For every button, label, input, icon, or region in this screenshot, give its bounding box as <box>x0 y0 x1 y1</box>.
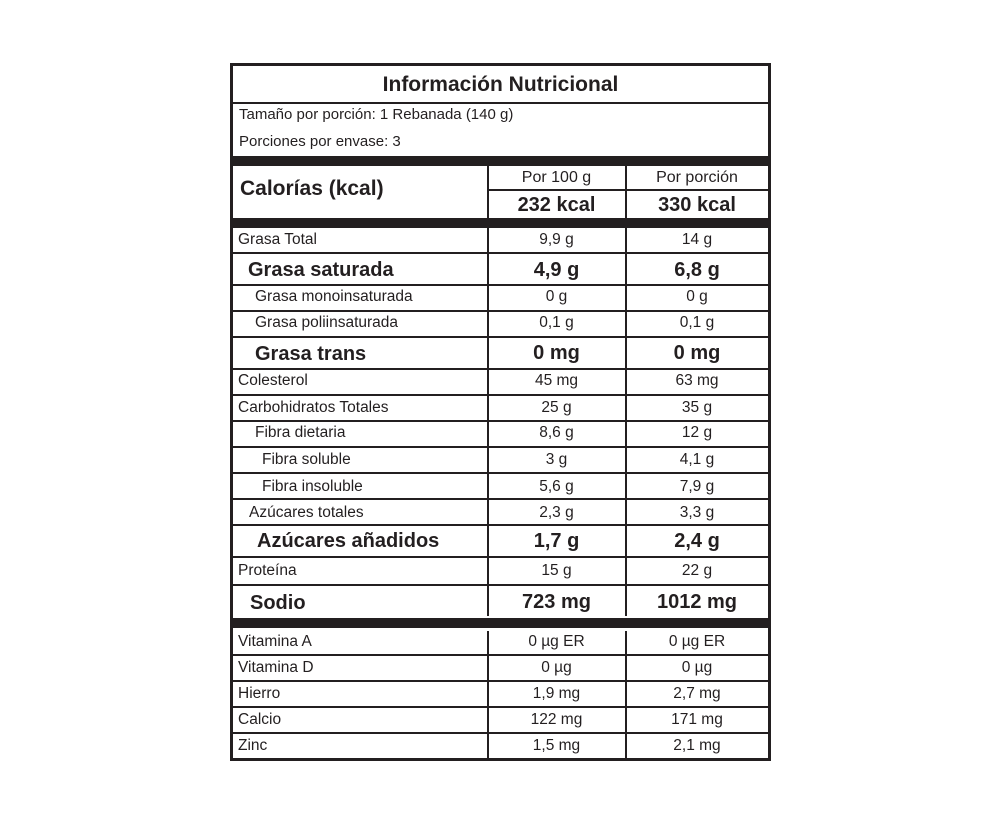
calories-label: Calorías (kcal) <box>240 177 384 200</box>
nutrient-row <box>233 474 768 498</box>
micronutrient-per-serving: 2,7 mg <box>673 685 721 702</box>
nutrient-per-serving: 7,9 g <box>679 478 715 495</box>
nutrient-row <box>233 586 768 616</box>
nutrient-name: Fibra dietaria <box>255 424 346 441</box>
nutrient-per-serving: 12 g <box>681 424 713 441</box>
calories-header-divider <box>489 189 768 191</box>
nutrient-row <box>233 500 768 524</box>
nutrient-name: Grasa trans <box>255 343 367 365</box>
micronutrient-row <box>233 708 768 732</box>
nutrient-name: Carbohidratos Totales <box>238 399 389 416</box>
nutrient-row <box>233 370 768 394</box>
nutrient-per-serving: 63 mg <box>675 372 719 389</box>
servings-per-container: Porciones por envase: 3 <box>239 133 401 150</box>
micronutrient-per-100g: 1,5 mg <box>532 737 581 754</box>
micronutrient-per-100g: 1,9 mg <box>532 685 581 702</box>
nutrient-row <box>233 422 768 446</box>
nutrient-row <box>233 286 768 310</box>
nutrition-label <box>230 63 771 761</box>
calories-per-serving: 330 kcal <box>658 194 736 216</box>
thick-divider <box>233 156 768 166</box>
micronutrient-per-100g: 0 µg ER <box>528 633 585 650</box>
nutrient-per-100g: 723 mg <box>522 591 591 613</box>
nutrient-name: Azúcares totales <box>249 504 364 521</box>
nutrient-name: Fibra insoluble <box>262 478 363 495</box>
nutrient-per-100g: 9,9 g <box>539 231 574 248</box>
nutrient-row <box>233 448 768 472</box>
nutrient-per-serving: 22 g <box>681 562 713 579</box>
nutrient-row <box>233 396 768 420</box>
nutrient-per-serving: 6,8 g <box>674 259 720 281</box>
micronutrient-row <box>233 734 768 758</box>
nutrient-name: Grasa Total <box>238 231 317 248</box>
nutrient-per-100g: 5,6 g <box>539 478 574 495</box>
serving-size: Tamaño por porción: 1 Rebanada (140 g) <box>239 106 514 123</box>
nutrient-name: Grasa saturada <box>248 259 394 281</box>
micronutrient-name: Vitamina A <box>238 633 312 650</box>
nutrient-name: Azúcares añadidos <box>257 530 440 552</box>
nutrient-name: Grasa poliinsaturada <box>255 314 399 331</box>
nutrient-per-100g: 0 g <box>545 288 568 305</box>
micronutrient-row <box>233 656 768 680</box>
nutrient-per-100g: 0,1 g <box>539 314 574 331</box>
title-divider <box>233 102 768 104</box>
nutrient-name: Proteína <box>238 562 297 579</box>
micronutrient-row <box>233 630 768 654</box>
nutrient-per-100g: 45 mg <box>534 372 579 389</box>
thick-divider <box>233 618 768 628</box>
nutrient-per-serving: 1012 mg <box>656 591 738 613</box>
nutrient-per-100g: 25 g <box>541 399 572 416</box>
nutrient-per-100g: 4,9 g <box>533 259 580 281</box>
nutrient-row <box>233 558 768 582</box>
micronutrient-name: Zinc <box>238 737 268 754</box>
nutrient-per-serving: 2,4 g <box>674 530 720 552</box>
nutrient-per-serving: 0,1 g <box>679 314 715 331</box>
column-header-per-100g: Por 100 g <box>521 169 592 186</box>
column-header-per-serving: Por porción <box>656 169 738 186</box>
nutrient-per-serving: 0 g <box>686 288 708 305</box>
nutrient-per-100g: 2,3 g <box>539 504 574 521</box>
calories-per-100g: 232 kcal <box>517 194 596 216</box>
micronutrient-per-serving: 0 µg ER <box>668 633 726 650</box>
nutrient-row <box>233 526 768 556</box>
micronutrient-name: Calcio <box>238 711 282 728</box>
nutrient-per-serving: 0 mg <box>673 342 721 364</box>
nutrient-per-serving: 4,1 g <box>679 451 715 468</box>
nutrient-per-100g: 3 g <box>545 451 568 468</box>
nutrient-per-100g: 0 mg <box>533 342 580 364</box>
nutrient-name: Grasa monoinsaturada <box>255 288 413 305</box>
nutrient-row <box>233 338 768 368</box>
micronutrient-per-serving: 2,1 mg <box>673 737 721 754</box>
nutrient-row <box>233 312 768 336</box>
nutrient-row <box>233 254 768 284</box>
nutrient-row <box>233 228 768 252</box>
nutrient-per-100g: 1,7 g <box>533 530 580 552</box>
nutrient-name: Fibra soluble <box>262 451 351 468</box>
micronutrient-name: Vitamina D <box>238 659 314 676</box>
micronutrient-row <box>233 682 768 706</box>
micronutrient-per-serving: 0 µg <box>681 659 713 676</box>
nutrient-name: Sodio <box>250 592 306 614</box>
nutrient-per-serving: 3,3 g <box>679 504 715 521</box>
nutrient-per-serving: 14 g <box>681 231 713 248</box>
micronutrient-per-100g: 0 µg <box>541 659 572 676</box>
nutrient-name: Colesterol <box>238 372 308 389</box>
thick-divider <box>233 218 768 228</box>
nutrient-per-100g: 15 g <box>541 562 572 579</box>
micronutrient-per-100g: 122 mg <box>530 711 583 728</box>
nutrient-per-serving: 35 g <box>681 399 713 416</box>
micronutrient-per-serving: 171 mg <box>671 711 723 728</box>
micronutrient-name: Hierro <box>238 685 281 702</box>
nutrient-per-100g: 8,6 g <box>539 424 574 441</box>
label-title: Información Nutricional <box>382 73 619 96</box>
